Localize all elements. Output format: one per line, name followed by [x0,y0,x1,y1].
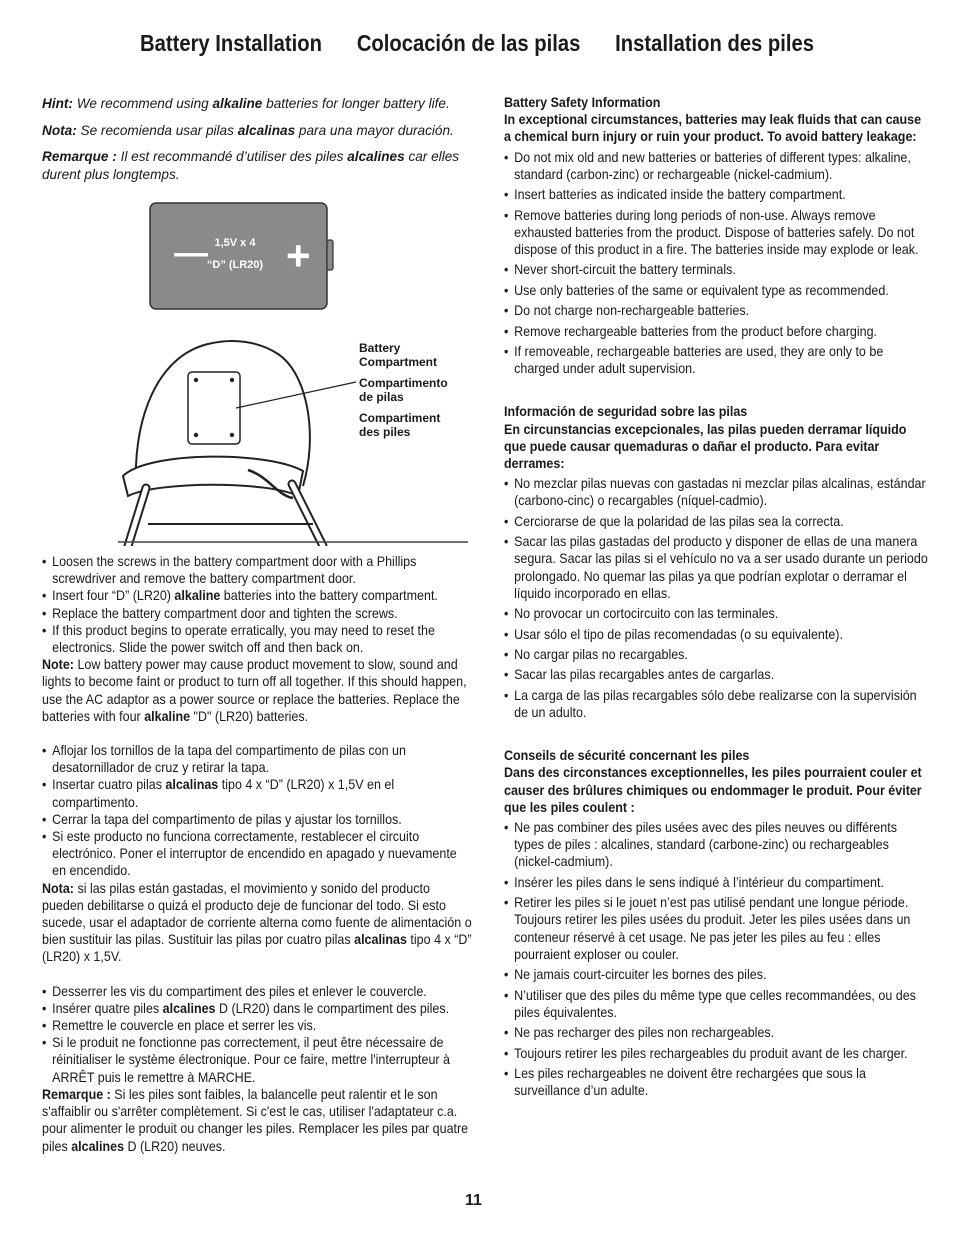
safety-es-list [504,475,929,721]
step-es-2: • Insertar cuatro pilas alcalinas tipo 4 x “D” (LR20) x 1,5V en el compartimento. [42,776,473,810]
step-fr-4: • Si le produit ne fonctionne pas correctement, il peut être nécessaire de réinitialiser le système électronique. Pour ce faire, mettre l'interrupteur à ARRÊT puis le remettre à MARCHE. [42,1034,473,1086]
left-column [42,95,472,192]
callout-es: Compartimento de pilas [359,376,448,404]
safety-es-item: • Usar sólo el tipo de pilas recomendadas (o su equivalente). [504,626,929,643]
safety-en-item: • Do not mix old and new batteries or batteries of different types: alkaline, standard (carbon-zinc) or rechargeable (nickel-cadmium). [504,149,929,183]
safety-fr-item: • Toujours retirer les piles rechargeables du produit avant de les charger. [504,1045,929,1062]
callout-en: Battery Compartment [359,341,438,369]
title-es: Colocación de las pilas [356,30,581,56]
hint-en: Hint: We recommend using alkaline batteries for longer battery life. [42,96,450,111]
safety-es-item: • Sacar las pilas gastadas del producto y disponer de ellas de una manera segura. Sacar las pilas si el vehículo no va a ser usado durante un periodo prolongado. No quemar las pilas ya que podrían explotar o derramar el líquido incorporado en ellas. [504,533,929,602]
safety-en-item: • Use only batteries of the same or equivalent type as recommended. [504,282,929,299]
step-en-2: • Insert four “D” (LR20) alkaline batteries into the battery compartment. [42,587,473,604]
safety-en-item: • Do not charge non-rechargeable batteries. [504,302,929,319]
safety-en-item: • Never short-circuit the battery terminals. [504,261,929,278]
safety-es-item: • No cargar pilas no recargables. [504,646,929,663]
page-number: 11 [465,1192,482,1209]
safety-fr-item: • Ne pas recharger des piles non rechargeables. [504,1024,929,1041]
safety-en-list [504,149,929,378]
safety-es-heading: Información de seguridad sobre las pilas [504,404,748,420]
safety-es-item: • No mezclar pilas nuevas con gastadas ni mezclar pilas alcalinas, estándar (carbono-cinc) o recargables (níquel-cadmio). [504,475,929,509]
diagram-callouts [359,341,451,446]
step-en-3: • Replace the battery compartment door and tighten the screws. [42,605,473,622]
step-es-1: • Aflojar los tornillos de la tapa del compartimento de pilas con un desatornillador de cruz y retirar la tapa. [42,742,473,776]
safety-en-item: • Remove rechargeable batteries from the product before charging. [504,323,929,340]
step-en-1: • Loosen the screws in the battery compartment door with a Phillips screwdriver and remove the battery compartment door. [42,553,473,587]
safety-en-item: • Insert batteries as indicated inside the battery compartment. [504,186,929,203]
battery-spec-2: “D” (LR20) [206,259,264,271]
title-en: Battery Installation [140,30,322,56]
step-fr-2: • Insérer quatre piles alcalines D (LR20) dans le compartiment des piles. [42,1000,473,1017]
safety-fr-item: • Les piles rechargeables ne doivent être rechargées que sous la surveillance d’un adulte. [504,1065,929,1099]
steps-en-list [42,553,473,656]
minus-symbol: — [174,234,208,272]
safety-en-warning: In exceptional circumstances, batteries may leak fluids that can cause a chemical burn injury or ruin your product. To avoid battery leakage: [504,112,922,145]
safety-fr-item: • Ne jamais court-circuiter les bornes des piles. [504,966,929,983]
safety-es-warning: En circunstancias excepcionales, las pilas pueden derramar líquido que puede causar quemaduras o dañar el producto. Para evitar derrames: [504,421,907,471]
safety-es-item: • Cerciorarse de que la polaridad de las pilas sea la correcta. [504,513,929,530]
safety-es-item: • Sacar las pilas recargables antes de cargarlas. [504,666,929,683]
install-steps [42,553,473,1155]
safety-fr-heading: Conseils de sécurité concernant les piles [504,748,750,764]
page-title [67,30,887,57]
plus-symbol: + [286,232,311,279]
battery-spec-1: 1,5V x 4 [214,237,256,249]
step-es-4: • Si este producto no funciona correctamente, restablecer el circuito electrónico. Poner el interruptor de encendido en apagado y nuevamente en encendido. [42,828,473,880]
callout-fr: Compartiment des piles [359,411,441,439]
step-fr-3: • Remettre le couvercle en place et serrer les vis. [42,1017,473,1034]
battery-terminal [327,240,333,270]
hint-fr: Remarque : Il est recommandé d’utiliser des piles alcalines car elles durent plus longtemps. [42,149,460,182]
safety-fr-warning: Dans des circonstances exceptionnelles, les piles pourraient couler et causer des brûlures chimiques ou endommager le produit. Pour éviter que les piles coulent : [504,765,922,815]
steps-fr-list [42,983,473,1086]
step-fr-1: • Desserrer les vis du compartiment des piles et enlever le couvercle. [42,983,473,1000]
note-fr: Remarque : Si les piles sont faibles, la balancelle peut ralentir et le son s'affaiblir ou s'arrêter complètement. Si c'est le cas, utiliser l'adaptateur c.a. pour alimenter le produit ou changer les piles. Remplacer les piles par quatre piles alcalines D (LR20) neuves. [42,1086,469,1154]
safety-fr-item: • Retirer les piles si le jouet n’est pas utilisé pendant une longue période. Toujours retirer les piles usées du produit. Jeter les piles usées dans un conteneur réservé à cet usage. Ne pas jeter les piles au feu : elles pourraient exploser ou couler. [504,894,929,963]
safety-es-item: • No provocar un cortocircuito con las terminales. [504,605,929,622]
safety-en-item: • If removeable, rechargeable batteries are used, they are only to be charged under adult supervision. [504,343,929,377]
safety-fr-item: • Insérer les piles dans le sens indiqué à l’intérieur du compartiment. [504,874,929,891]
step-es-3: • Cerrar la tapa del compartimento de pilas y ajustar los tornillos. [42,811,473,828]
safety-en-item: • Remove batteries during long periods of non-use. Always remove exhausted batteries from the product. Dispose of batteries safely. Do not dispose of this product in a fire. The batteries inside may explode or leak. [504,207,929,259]
hint-es: Nota: Se recomienda usar pilas alcalinas para una mayor duración. [42,122,454,138]
hints [42,95,472,183]
steps-es-list [42,742,473,880]
title-fr: Installation des piles [615,30,814,56]
note-es: Nota: si las pilas están gastadas, el movimiento y sonido del producto pueden debilitarse o quizá el producto deje de funcionar del todo. Si esto sucede, usar el adaptador de corriente alterna como fuente de alimentación o bien sustituir las pilas. Sustituir las pilas por cuatro pilas alcalinas tipo 4 x “D” (LR20) x 1,5V. [42,880,472,965]
safety-en-heading: Battery Safety Information [504,95,661,110]
safety-fr-list [504,819,929,1099]
note-en: Note: Low battery power may cause product movement to slow, sound and lights to become faint or product to turn off all together. If this should happen, use the AC adaptor as a power source or replace the batteries. Replace the batteries with four alkaline "D" (LR20) batteries. [42,657,467,724]
safety-fr-item: • N’utiliser que des piles du même type que celles recommandées, ou des piles équivalentes. [504,987,929,1021]
step-en-4: • If this product begins to operate erratically, you may need to reset the electronics. Slide the power switch off and then back on. [42,622,473,656]
right-column [504,94,929,1102]
safety-es-item: • La carga de las pilas recargables sólo debe realizarse con la supervisión de un adulto. [504,687,929,721]
safety-fr-item: • Ne pas combiner des piles usées avec des piles neuves ou différents types de piles : alcalines, standard (carbone-zinc) ou rechargeables (nickel-cadmium). [504,819,929,871]
